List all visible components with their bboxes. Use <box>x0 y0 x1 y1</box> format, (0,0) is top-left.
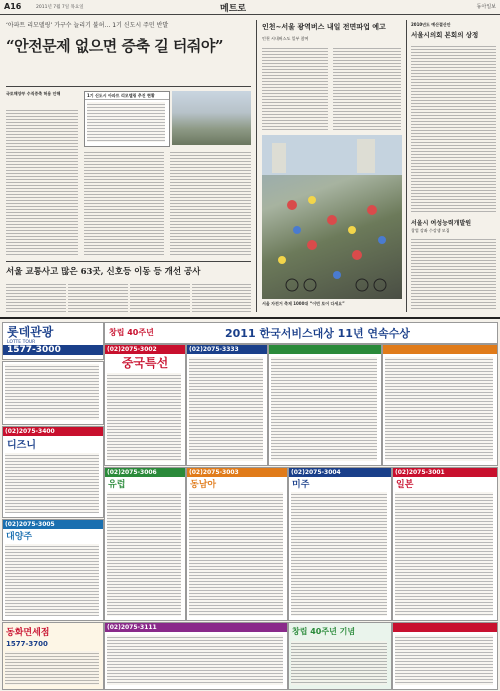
china-ad[interactable] <box>104 344 186 466</box>
domestic-header <box>269 345 381 354</box>
china-title: 중국특선 <box>121 356 169 370</box>
anniversary-title: 창립 40주년 기념 <box>292 627 356 636</box>
special-listings <box>385 357 493 461</box>
award-banner <box>104 322 498 344</box>
side-story-3-headline: 서울시 여성능력개발원 <box>411 220 472 227</box>
paper-name: 동아일보 <box>476 4 496 10</box>
america-phone: (02)2075-3004 <box>289 468 391 477</box>
side-story-1-kicker: 인천 시내버스도 일부 참여 <box>262 36 309 41</box>
lead-kicker: ‘아파트 리모델링’ 가구수 늘리기 불허… 1기 신도시 주민 반발 <box>6 22 169 29</box>
sea-listings <box>189 492 283 616</box>
issue-date: 2011년 7월 7일 목요일 <box>36 5 84 10</box>
lead-body-col-3 <box>170 150 251 256</box>
japan-ad[interactable] <box>392 467 498 621</box>
side-story-2-body <box>411 44 496 212</box>
japan-phone: (02)2075-3001 <box>393 468 497 477</box>
europe-ad[interactable] <box>104 467 186 621</box>
lotte-phone: 1577-3000 <box>3 345 103 355</box>
oceania-phone: (02)2075-3005 <box>3 520 103 529</box>
lead-story-header <box>6 20 251 86</box>
duty-free-phone: 1577-3700 <box>6 640 48 648</box>
cyclists-illustration <box>262 135 402 299</box>
traffic-body-d <box>192 282 251 312</box>
lotte-tour-listings[interactable] <box>2 361 104 425</box>
lead-body-col-1 <box>6 108 78 256</box>
project-table <box>84 91 170 147</box>
award-text: 2011 한국서비스대상 11년 연속수상 <box>225 327 410 340</box>
sea-ad[interactable] <box>186 467 288 621</box>
apartment-photo <box>172 91 251 145</box>
anniversary-ad[interactable] <box>288 622 392 690</box>
oceania-title: 대양주 <box>6 532 33 542</box>
misc-ad[interactable] <box>392 622 498 690</box>
lotte-name: 롯데관광 <box>7 325 54 339</box>
disney-title: 디즈니 <box>7 440 36 451</box>
oceania-listings <box>5 544 99 616</box>
duty-free-details <box>5 651 99 685</box>
duty-free-title: 동화면세점 <box>6 628 50 638</box>
traffic-body-a <box>6 282 66 312</box>
table-rows <box>87 102 165 142</box>
sea-title: 동남아 <box>190 480 217 490</box>
ad-section-divider <box>0 317 500 319</box>
lotte-tour-ad[interactable] <box>2 322 104 360</box>
bicycle-festival-photo <box>262 135 402 299</box>
side-story-1-body-b <box>333 46 401 130</box>
table-title: 1기 신도시 아파트 리모델링 추진 현황 <box>85 92 169 100</box>
special-header <box>383 345 497 354</box>
domestic-ad[interactable] <box>268 344 382 466</box>
domestic-listings <box>271 357 377 461</box>
honeymoon-phone: (02)2075-3111 <box>105 623 287 632</box>
america-listings <box>291 492 387 616</box>
japan-listings <box>395 492 493 616</box>
honeymoon-listings <box>107 635 283 685</box>
divider <box>6 86 251 87</box>
column-divider <box>256 20 257 312</box>
japan-title: 일본 <box>396 480 414 490</box>
photo-caption: 서울 자전거 축제 1000대 “이번 토어 다세요” <box>262 301 345 306</box>
divider <box>6 261 251 262</box>
china-listings <box>107 373 181 461</box>
side-story-2-kicker: 2010년도 예산결산안 <box>411 22 451 27</box>
misc-header <box>393 623 497 632</box>
misc-listings <box>395 635 493 685</box>
america-ad[interactable] <box>288 467 392 621</box>
china-phone: (02)2075-3002 <box>105 345 185 354</box>
jeju-phone: (02)2075-3333 <box>187 345 267 354</box>
side-story-2-headline: 서울시의회 본회의 상정 <box>411 31 479 39</box>
side-story-1-headline: 인천~서울 광역버스 내일 전면파업 예고 <box>262 22 386 31</box>
side-story-3-body <box>411 237 496 311</box>
honeymoon-ad[interactable] <box>104 622 288 690</box>
section-title: 메트로 <box>220 4 247 14</box>
lead-subhead: 국토해양부 수직증축 허용 안해 <box>6 91 61 96</box>
traffic-body-c <box>130 282 190 312</box>
europe-title: 유럽 <box>108 480 126 490</box>
traffic-headline: 서울 교통사고 많은 63곳, 신호등 이동 등 개선 공사 <box>6 267 201 277</box>
page-number: A16 <box>4 2 22 11</box>
listing-lines <box>5 364 99 420</box>
traffic-body-b <box>68 282 128 312</box>
lotte-english: LOTTE TOUR <box>7 340 36 345</box>
europe-phone: (02)2075-3006 <box>105 468 185 477</box>
europe-listings <box>107 492 181 616</box>
special-ad[interactable] <box>382 344 498 466</box>
oceania-ad[interactable] <box>2 519 104 621</box>
america-title: 미주 <box>292 480 310 490</box>
duty-free-ad[interactable] <box>2 622 104 690</box>
jeju-listings <box>189 357 263 461</box>
column-divider <box>406 20 407 312</box>
disney-phone: (02)2075-3400 <box>3 427 103 436</box>
side-story-3-subhead: 창업 강좌 수강생 모집 <box>411 228 450 233</box>
disney-ad[interactable] <box>2 426 104 518</box>
sea-phone: (02)2075-3003 <box>187 468 287 477</box>
lead-body-col-2 <box>84 150 164 256</box>
lead-headline: “안전문제 없으면 증축 길 터줘야” <box>6 37 224 55</box>
jeju-ad[interactable] <box>186 344 268 466</box>
side-story-1-body-a <box>262 46 328 130</box>
anniversary-details <box>291 641 387 685</box>
masthead <box>0 0 500 15</box>
disney-listings <box>5 453 99 513</box>
anniversary-tag: 창립 40주년 <box>109 328 154 337</box>
